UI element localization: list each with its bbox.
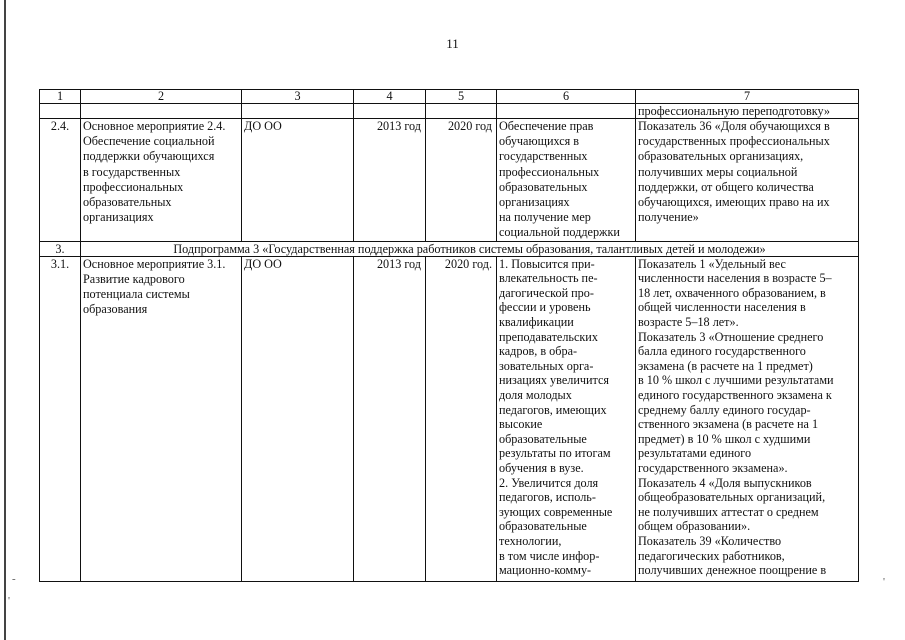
row-number: 2.4. bbox=[40, 119, 81, 242]
header-cell: 5 bbox=[426, 90, 497, 104]
activity-name: Основное мероприятие 2.4. Обеспечение социальной поддержки обучающихся в государственных профессиональных образовательных организациях bbox=[81, 119, 242, 242]
table-row-3-1 bbox=[40, 256, 859, 581]
carry-over-row bbox=[40, 104, 859, 119]
header-row bbox=[40, 90, 859, 104]
header-cell: 7 bbox=[636, 90, 859, 104]
end-year: 2020 год bbox=[426, 119, 497, 242]
expected-result: 1. Повысится при- влекательность пе- дагогической про- фессии и уровень квалификации преподавательских кадров, в обра- зовательных орга- низациях увеличится доля молодых педагогов, имеющих высокие образовательные результаты по итогам обучения в вузе. 2. Увеличится доля педагогов, исполь- зующих современные образовательные технологии, в том числе инфор- мационно-комму- bbox=[497, 256, 636, 581]
activity-name: Основное мероприятие 3.1. Развитие кадрового потенциала системы образования bbox=[81, 256, 242, 581]
end-year: 2020 год. bbox=[426, 256, 497, 581]
executor: ДО ОО bbox=[242, 119, 354, 242]
carry-over-text: профессиональную переподготовку» bbox=[636, 104, 859, 119]
executor: ДО ОО bbox=[242, 256, 354, 581]
header-cell: 3 bbox=[242, 90, 354, 104]
program-table bbox=[39, 89, 859, 582]
margin-mark: ' bbox=[8, 595, 10, 607]
left-margin-rule bbox=[4, 0, 6, 640]
table-row-2-4 bbox=[40, 119, 859, 242]
header-cell: 4 bbox=[354, 90, 426, 104]
start-year: 2013 год bbox=[354, 119, 426, 242]
subprogram-row bbox=[40, 241, 859, 256]
indicators: Показатель 36 «Доля обучающихся в государственных профессиональных образовательных организациях, получивших меры социальной поддержки, от общего количества обучающихся, имеющих право на их получение» bbox=[636, 119, 859, 242]
header-cell: 1 bbox=[40, 90, 81, 104]
page-number: 11 bbox=[446, 36, 459, 51]
margin-mark: ' bbox=[883, 576, 885, 588]
header-cell: 6 bbox=[497, 90, 636, 104]
row-number: 3.1. bbox=[40, 256, 81, 581]
expected-result: Обеспечение прав обучающихся в государственных профессиональных образовательных организациях на получение мер социальной поддержки bbox=[497, 119, 636, 242]
header-cell: 2 bbox=[81, 90, 242, 104]
subprogram-title: Подпрограмма 3 «Государственная поддержка работников системы образования, талантливых детей и молодежи» bbox=[81, 241, 859, 256]
margin-mark: - bbox=[12, 573, 16, 585]
start-year: 2013 год bbox=[354, 256, 426, 581]
indicators: Показатель 1 «Удельный вес численности населения в возрасте 5– 18 лет, охваченного образованием, в общей численности населения в возрасте 5–18 лет». Показатель 3 «Отношение среднего балла единого государственного экзамена (в расчете на 1 предмет) в 10 % школ с лучшими результатами единого государственного экзамена к среднему баллу единого государ- ственного экзамена (в расчете на 1 предмет) в 10 % школ с худшими результатами единого государственного экзамена». Показатель 4 «Доля выпускников общеобразовательных организаций, не получивших аттестат о среднем общем образовании». Показатель 39 «Количество педагогических работников, получивших денежное поощрение в bbox=[636, 256, 859, 581]
row-number: 3. bbox=[40, 241, 81, 256]
